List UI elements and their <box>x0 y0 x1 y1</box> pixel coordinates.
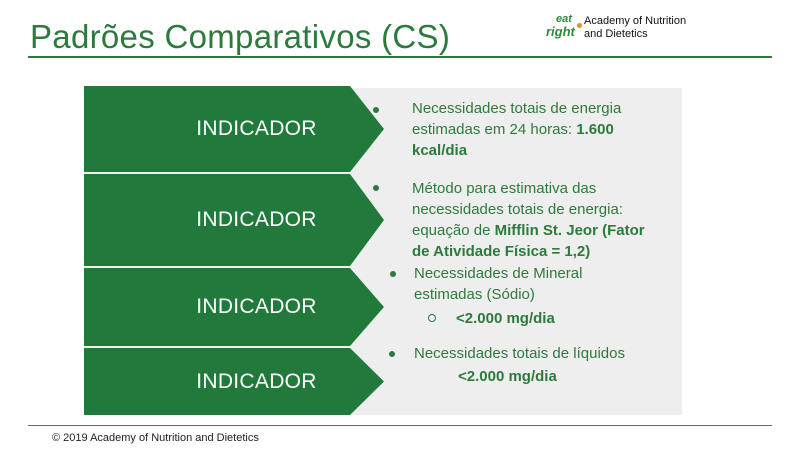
logo-mark-bottom: right <box>546 24 575 39</box>
logo-dot-icon <box>577 23 582 28</box>
row-2-stripe <box>84 174 154 266</box>
page-title: Padrões Comparativos (CS) <box>30 18 451 55</box>
row-4-value: <2.000 mg/dia <box>458 368 557 385</box>
row-1-arrow <box>154 86 384 172</box>
row-3-stripe <box>84 268 154 346</box>
row-2-text: Método para estimativa das necessidades totais de energia: equação de Mifflin St. Jeor (Fator de Atividade Física = 1,2) <box>412 180 645 260</box>
logo-mark-top: eat <box>556 13 572 25</box>
row-3-text: Necessidades de Mineral estimadas (Sódio) <box>414 265 583 303</box>
row-4-bullet-icon <box>389 351 395 357</box>
row-1-bullet-icon <box>373 107 379 113</box>
row-4-indicator-label: INDICADOR <box>196 369 317 393</box>
row-2-arrow <box>154 174 384 266</box>
row-3-sub-bullet-icon <box>428 314 436 322</box>
title-underline <box>28 56 772 58</box>
copyright-footer: © 2019 Academy of Nutrition and Dietetics <box>52 432 259 444</box>
row-3-indicator-label: INDICADOR <box>196 295 317 318</box>
row-3-arrow <box>154 268 384 346</box>
row-3-value: <2.000 mg/dia <box>456 310 555 327</box>
logo-text-line2: and Dietetics <box>584 28 648 40</box>
row-1-text: Necessidades totais de energia estimadas em 24 horas: 1.600 kcal/dia <box>412 100 622 159</box>
logo-text-line1: Academy of Nutrition <box>584 15 687 27</box>
row-3-bullet-icon <box>390 271 396 277</box>
row-2-bullet-icon <box>373 185 379 191</box>
row-4-stripe <box>84 348 154 415</box>
row-4-text: Necessidades totais de líquidos <box>414 345 625 362</box>
row-1-indicator-label: INDICADOR <box>196 117 317 140</box>
row-2-indicator-label: INDICADOR <box>196 208 317 231</box>
footer-divider <box>28 425 772 426</box>
row-4-arrow <box>154 348 384 415</box>
eatright-logo <box>542 12 702 44</box>
row-1-stripe <box>84 86 154 172</box>
eatright-logo-mark <box>542 12 580 44</box>
